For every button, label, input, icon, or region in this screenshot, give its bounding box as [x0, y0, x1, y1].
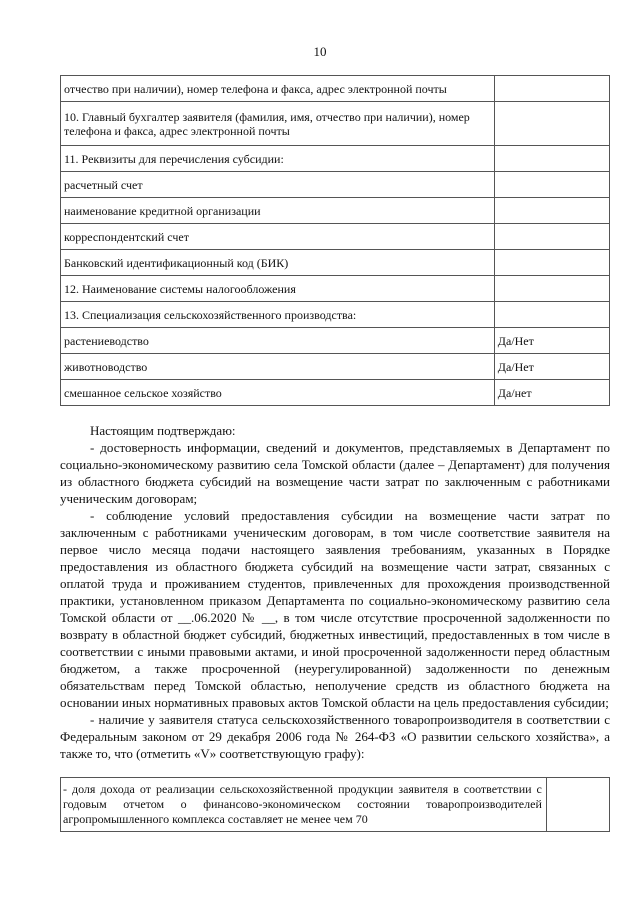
row-value: [494, 224, 609, 250]
row-value: Да/нет: [494, 380, 609, 406]
table-row: [61, 172, 610, 198]
table-row: [61, 302, 610, 328]
row-value: [494, 302, 609, 328]
row-label: 10. Главный бухгалтер заявителя (фамилия, имя, отчество при наличии), номер телефона и факса, адрес электронной почты: [61, 102, 495, 146]
row-value: [494, 250, 609, 276]
row-value: Да/Нет: [494, 354, 609, 380]
table-row: [61, 198, 610, 224]
row-label: смешанное сельское хозяйство: [61, 380, 495, 406]
row-label: корреспондентский счет: [61, 224, 495, 250]
row-label: отчество при наличии), номер телефона и факса, адрес электронной почты: [61, 76, 495, 102]
page-number: 10: [313, 44, 327, 59]
row-label: 13. Специализация сельскохозяйственного производства:: [61, 302, 495, 328]
row-value: [494, 172, 609, 198]
confirmation-item: - достоверность информации, сведений и документов, представляемых в Департамент по социально-экономическому развитию села Томской области (далее – Департамент) для получения из областного бюджета субсидий на возмещение части затрат по заключенным с работниками ученическим договорам;: [60, 440, 610, 506]
table-row: [61, 328, 610, 354]
row-value: [494, 198, 609, 224]
row-value: Да/Нет: [494, 328, 609, 354]
table-row: [61, 102, 610, 146]
table-row: [61, 250, 610, 276]
row-label: наименование кредитной организации: [61, 198, 495, 224]
row-label: 11. Реквизиты для перечисления субсидии:: [61, 146, 495, 172]
confirmation-item: - соблюдение условий предоставления субсидии на возмещение части затрат по заключенным с работниками ученическим договорам, в том числе соответствие заявителя на первое число месяца подачи настоящего заявления требованиям, указанных в Порядке предоставления из областного бюджета субсидий на возмещение части затрат, связанных с оплатой труда и проживанием студентов, привлеченных для прохождения производственной практики, установленном приказом Департамента по социально-экономическому развитию села Томской области от __.06.2020 № __, в том числе отсутствие просроченной задолженности по возврату в областной бюджет субсидий, бюджетных инвестиций, предоставленных в том числе в соответствии с иными правовыми актами, и иной просроченной задолженности перед областным бюджетом, а также просроченной (неурегулированной) задолженности по денежным обязательствам перед Томской областью, неполучение средств из областного бюджета на основании иных нормативных правовых актов Томской области на цель предоставления субсидии;: [60, 508, 610, 710]
confirmation-intro: Настоящим подтверждаю:: [90, 423, 236, 438]
applicant-details-table: [60, 75, 610, 406]
table-row: [61, 778, 610, 832]
table-row: [61, 380, 610, 406]
row-value: [494, 146, 609, 172]
confirmation-item: - наличие у заявителя статуса сельскохозяйственного товаропроизводителя в соответствии с Федеральным законом от 29 декабря 2006 года № 264-ФЗ «О развитии сельского хозяйства», а также то, что (отметить «V» соответствующую графу):: [60, 712, 610, 761]
table-row: [61, 146, 610, 172]
income-share-statement: - доля дохода от реализации сельскохозяйственной продукции заявителя в соответствии с годовым отчетом о финансово-экономическом состоянии товаропроизводителей агропромышленного комплекса составляет не менее чем 70: [61, 778, 547, 832]
row-label: 12. Наименование системы налогообложения: [61, 276, 495, 302]
confirmation-section: [60, 422, 610, 762]
check-cell[interactable]: [546, 778, 609, 832]
row-value: [494, 76, 609, 102]
row-label: животноводство: [61, 354, 495, 380]
row-value: [494, 102, 609, 146]
row-label: Банковский идентификационный код (БИК): [61, 250, 495, 276]
table-row: [61, 76, 610, 102]
row-label: растениеводство: [61, 328, 495, 354]
row-label: расчетный счет: [61, 172, 495, 198]
table-row: [61, 224, 610, 250]
table-row: [61, 354, 610, 380]
status-checkbox-table: [60, 777, 610, 832]
row-value: [494, 276, 609, 302]
table-row: [61, 276, 610, 302]
